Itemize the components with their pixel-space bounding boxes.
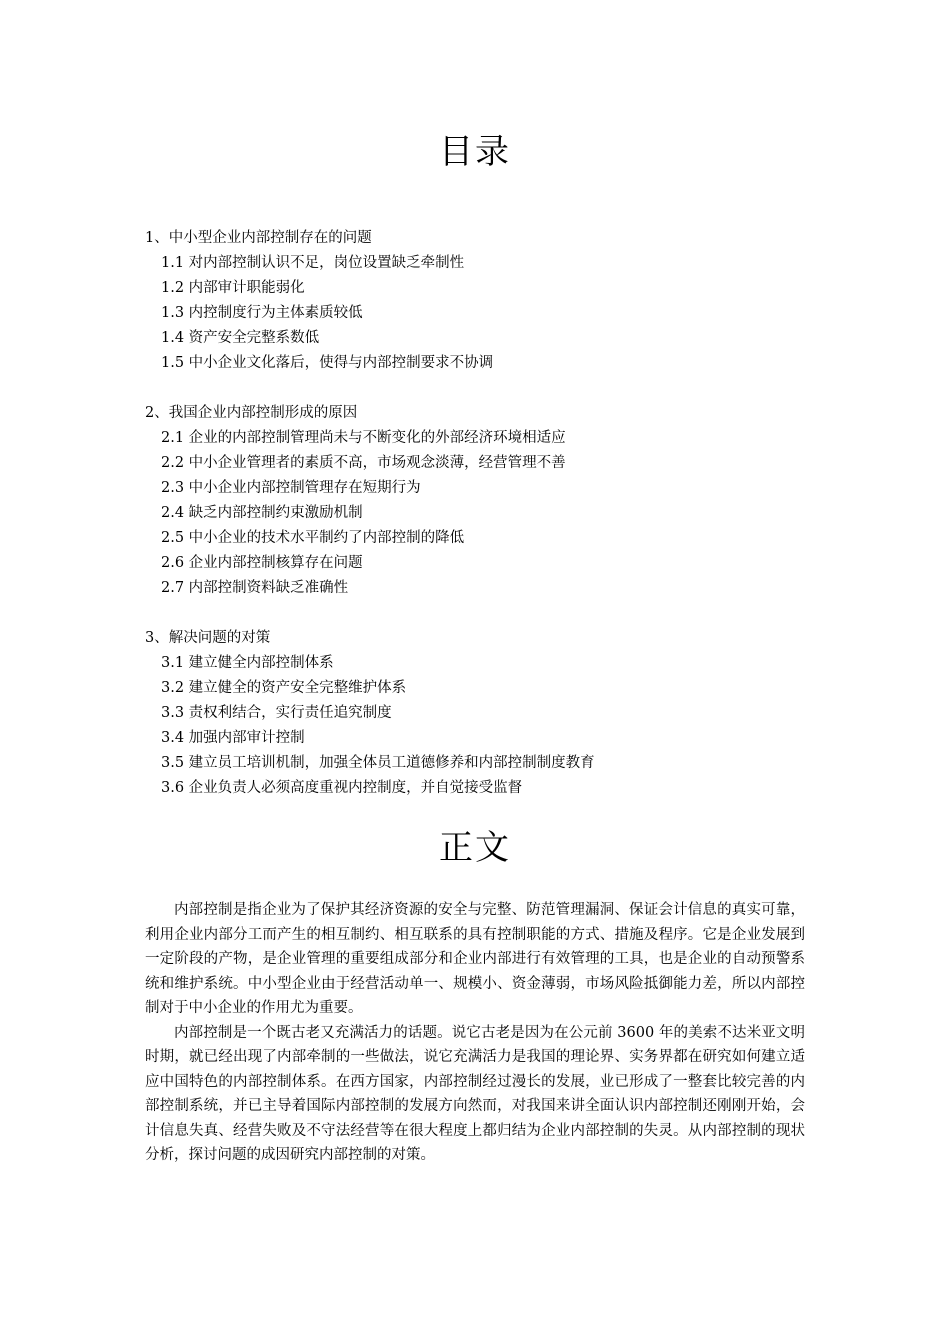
toc-item-1-3: 1.3 内控制度行为主体素质较低 bbox=[161, 305, 363, 321]
toc-item-1-5: 1.5 中小企业文化落后，使得与内部控制要求不协调 bbox=[161, 355, 494, 371]
toc-section-3: 3、解决问题的对策 bbox=[145, 630, 271, 646]
toc-item-2-4: 2.4 缺乏内部控制约束激励机制 bbox=[161, 505, 363, 521]
toc-item-2-7: 2.7 内部控制资料缺乏准确性 bbox=[161, 580, 349, 596]
toc-section-1: 1、中小型企业内部控制存在的问题 bbox=[145, 230, 372, 246]
body-paragraph-1: 内部控制是指企业为了保护其经济资源的安全与完整、防范管理漏洞、保证会计信息的真实可靠，利用企业内部分工而产生的相互制约、相互联系的具有控制职能的方式、措施及程序。它是企业发展到一定阶段的产物，是企业管理的重要组成部分和企业内部进行有效管理的工具，也是企业的自动预警系统和维护系统。中小型企业由于经营活动单一、规模小、资金薄弱，市场风险抵御能力差，所以内部控制对于中小企业的作用尤为重要。 bbox=[145, 902, 805, 1016]
toc-item-2-1: 2.1 企业的内部控制管理尚未与不断变化的外部经济环境相适应 bbox=[161, 430, 566, 446]
toc-item-2-2: 2.2 中小企业管理者的素质不高，市场观念淡薄，经营管理不善 bbox=[161, 455, 566, 471]
toc-item-3-1: 3.1 建立健全内部控制体系 bbox=[161, 655, 334, 671]
toc-item-3-3: 3.3 责权利结合，实行责任追究制度 bbox=[161, 705, 392, 721]
toc-item-3-5: 3.5 建立员工培训机制，加强全体员工道德修养和内部控制制度教育 bbox=[161, 755, 595, 771]
body-paragraph-2: 内部控制是一个既古老又充满活力的话题。说它古老是因为在公元前 3600 年的美索不达米亚文明时期，就已经出现了内部牵制的一些做法，说它充满活力是我国的理论界、实务界都在研究如何建立适应中国特色的内部控制体系。在西方国家，内部控制经过漫长的发展，业已形成了一整套比较完善的内部控制系统，并已主导着国际内部控制的发展方向然而，对我国来讲全面认识内部控制还刚刚开始，会计信息失真、经营失败及不守法经营等在很大程度上都归结为企业内部控制的失灵。从内部控制的现状分析，探讨问题的成因研究内部控制的对策。 bbox=[145, 1024, 805, 1163]
toc-section-2: 2、我国企业内部控制形成的原因 bbox=[145, 405, 358, 421]
body-title: 正文 bbox=[439, 828, 511, 868]
toc-item-2-5: 2.5 中小企业的技术水平制约了内部控制的降低 bbox=[161, 530, 465, 546]
toc-title: 目录 bbox=[439, 132, 511, 172]
toc-item-2-3: 2.3 中小企业内部控制管理存在短期行为 bbox=[161, 480, 421, 496]
toc-item-3-6: 3.6 企业负责人必须高度重视内控制度，并自觉接受监督 bbox=[161, 780, 523, 796]
toc-item-2-6: 2.6 企业内部控制核算存在问题 bbox=[161, 555, 363, 571]
toc-item-1-2: 1.2 内部审计职能弱化 bbox=[161, 280, 305, 296]
toc-item-1-4: 1.4 资产安全完整系数低 bbox=[161, 330, 320, 346]
body-text bbox=[145, 898, 805, 1168]
table-of-contents bbox=[145, 226, 825, 801]
toc-spacer bbox=[145, 376, 825, 401]
toc-item-3-4: 3.4 加强内部审计控制 bbox=[161, 730, 305, 746]
toc-item-3-2: 3.2 建立健全的资产安全完整维护体系 bbox=[161, 680, 407, 696]
toc-spacer bbox=[145, 601, 825, 626]
toc-item-1-1: 1.1 对内部控制认识不足，岗位设置缺乏牵制性 bbox=[161, 255, 465, 271]
